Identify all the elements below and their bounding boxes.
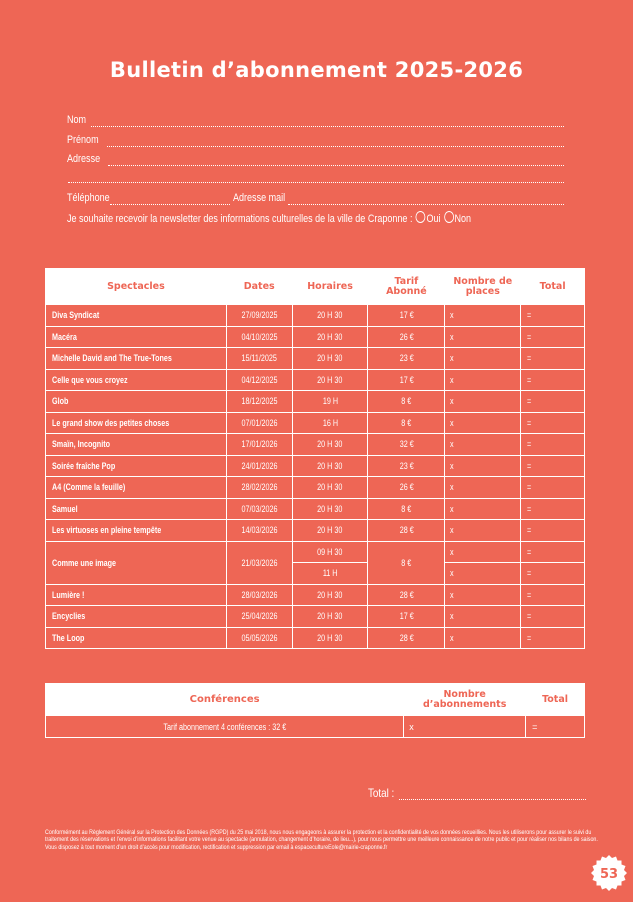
show-row [46,348,585,370]
show-places-input[interactable]: x [445,348,521,370]
show-row [46,455,585,477]
shows-table [45,268,585,649]
show-name: Diva Syndicat [46,305,227,327]
show-places-input[interactable]: x [445,455,521,477]
adresse-field-2[interactable] [67,173,564,183]
show-date: 21/03/2026 [226,541,292,584]
show-places-input[interactable]: x [445,391,521,413]
show-date: 27/09/2025 [226,305,292,327]
show-total-input[interactable]: = [521,563,585,585]
show-row [46,520,585,542]
show-price: 28 € [368,627,445,649]
show-row [46,477,585,499]
show-time: 20 H 30 [292,326,368,348]
legal-notice [45,829,605,851]
oui-label: Oui [426,213,441,225]
email-line[interactable] [288,195,564,205]
show-places-input[interactable]: x [445,520,521,542]
show-name: Glob [46,391,227,413]
show-name: Lumière ! [46,584,227,606]
show-total-input[interactable]: = [521,541,585,563]
show-total-input[interactable]: = [521,520,585,542]
show-date: 28/03/2026 [226,584,292,606]
show-row [46,498,585,520]
show-price: 17 € [368,369,445,391]
show-places-input[interactable]: x [445,305,521,327]
show-date: 18/12/2025 [226,391,292,413]
show-total-input[interactable]: = [521,477,585,499]
show-date: 04/10/2025 [226,326,292,348]
adresse-field[interactable] [67,153,564,166]
show-places-input[interactable]: x [445,563,521,585]
show-time: 20 H 30 [292,606,368,628]
show-price: 17 € [368,606,445,628]
show-time: 20 H 30 [292,627,368,649]
header-conferences: Conférences [46,684,404,716]
show-total-input[interactable]: = [521,326,585,348]
show-places-input[interactable]: x [445,477,521,499]
show-price: 26 € [368,477,445,499]
nom-line[interactable] [91,117,564,127]
show-row [46,369,585,391]
show-total-input[interactable]: = [521,412,585,434]
show-row [46,541,585,563]
newsletter-text [67,211,471,226]
show-name: A4 (Comme la feuille) [46,477,227,499]
show-name: Comme une image [46,541,227,584]
show-date: 07/01/2026 [226,412,292,434]
show-price: 8 € [368,412,445,434]
header-conf-total: Total [526,684,585,716]
nom-field[interactable] [67,114,564,127]
show-price: 32 € [368,434,445,456]
adresse-line-2[interactable] [68,173,564,183]
show-name: Le grand show des petites choses [46,412,227,434]
header-spectacles: Spectacles [46,269,227,305]
prenom-field[interactable] [67,134,564,147]
conferences-quantity[interactable]: x [404,716,526,738]
adresse-line[interactable] [108,156,564,166]
show-time: 20 H 30 [292,477,368,499]
newsletter-question: Je souhaite recevoir la newsletter des informations culturelles de la ville de Craponne : [67,213,413,225]
show-row [46,326,585,348]
show-time: 20 H 30 [292,434,368,456]
show-price: 28 € [368,584,445,606]
show-price: 26 € [368,326,445,348]
show-price: 8 € [368,541,445,584]
show-name: Michelle David and The True-Tones [46,348,227,370]
page-number-badge [590,854,628,892]
show-price: 23 € [368,455,445,477]
show-time: 20 H 30 [292,348,368,370]
total-label: Total : [368,786,395,800]
show-row [46,412,585,434]
conferences-tarif: Tarif abonnement 4 conférences : 32 € [46,716,404,738]
oui-radio[interactable] [416,211,426,223]
show-date: 07/03/2026 [226,498,292,520]
nom-label: Nom [67,114,87,126]
show-places-input[interactable]: x [445,412,521,434]
show-name: Smaïn, Incognito [46,434,227,456]
show-date: 14/03/2026 [226,520,292,542]
prenom-line[interactable] [107,137,564,147]
show-row [46,434,585,456]
show-places-input[interactable]: x [445,584,521,606]
show-places-input[interactable]: x [445,541,521,563]
show-date: 24/01/2026 [226,455,292,477]
show-price: 28 € [368,520,445,542]
conferences-table [45,683,585,738]
email-label: Adresse mail [233,192,286,204]
show-total-input[interactable]: = [521,584,585,606]
show-name: Celle que vous croyez [46,369,227,391]
show-date: 28/02/2026 [226,477,292,499]
header-tarif: Tarif Abonné [368,269,445,305]
show-total-input[interactable]: = [521,455,585,477]
show-time: 20 H 30 [292,498,368,520]
show-price: 8 € [368,498,445,520]
newsletter-row [67,211,587,226]
show-time: 16 H [292,412,368,434]
show-name: Macéra [46,326,227,348]
show-total-input[interactable]: = [521,606,585,628]
show-row [46,627,585,649]
show-row [46,391,585,413]
legal-text: Conformément au Règlement Général sur la Protection des Données (RGPD) du 25 mai 2018, nous nous engageons à assurer la protection et la confidentialité de vos données recueillies. Nous les utiliserons pour assurer le suivi du traitement des réservations et l’envoi d’informations facilitant votre venue au spectacle (annulation, changement d’horaire, de lieu...), pour nous permettre une meilleure connaissance de notre public et pour réaliser nos bilans de saison. Vous disposez à tout moment d’un droit d’accès pour modification, rectification et suppression par email à espacecultureEole@mairie-craponne.fr [45,829,598,851]
show-row [46,606,585,628]
page-number: 53 [599,867,619,882]
contact-field[interactable] [67,192,564,205]
adresse-label: Adresse [67,153,101,165]
conferences-header-row [46,684,585,716]
show-places-input[interactable]: x [445,606,521,628]
show-time: 20 H 30 [292,369,368,391]
conferences-total[interactable]: = [526,716,585,738]
show-time: 09 H 30 [292,541,368,563]
non-radio[interactable] [444,211,454,223]
show-price: 23 € [368,348,445,370]
telephone-line[interactable] [110,195,230,205]
show-time: 20 H 30 [292,584,368,606]
show-price: 8 € [368,391,445,413]
show-time: 11 H [292,563,368,585]
show-total-input[interactable]: = [521,391,585,413]
show-places-input[interactable]: x [445,326,521,348]
show-total-input[interactable]: = [521,434,585,456]
header-places: Nombre de places [445,269,521,305]
show-name: Soirée fraîche Pop [46,455,227,477]
shows-body [46,305,585,649]
show-places-input[interactable]: x [445,627,521,649]
show-name: Encyclies [46,606,227,628]
show-row [46,584,585,606]
show-row [46,305,585,327]
show-time: 19 H [292,391,368,413]
total-line[interactable] [399,790,586,800]
header-dates: Dates [226,269,292,305]
show-name: Samuel [46,498,227,520]
show-places-input[interactable]: x [445,498,521,520]
show-date: 15/11/2025 [226,348,292,370]
show-time: 20 H 30 [292,455,368,477]
show-name: Les virtuoses en pleine tempête [46,520,227,542]
show-time: 20 H 30 [292,520,368,542]
page-title: Bulletin d’abonnement 2025-2026 [109,58,524,82]
show-total-input[interactable]: = [521,627,585,649]
show-date: 17/01/2026 [226,434,292,456]
show-places-input[interactable]: x [445,434,521,456]
show-name: The Loop [46,627,227,649]
show-total-input[interactable]: = [521,348,585,370]
show-time: 20 H 30 [292,305,368,327]
show-date: 25/04/2026 [226,606,292,628]
show-places-input[interactable]: x [445,369,521,391]
header-abonnements: Nombre d’abonnements [404,684,526,716]
grand-total-field[interactable] [368,786,586,800]
prenom-label: Prénom [67,134,99,146]
non-label: Non [454,213,472,225]
show-date: 05/05/2026 [226,627,292,649]
show-total-input[interactable]: = [521,305,585,327]
shows-header-row [46,269,585,305]
show-price: 17 € [368,305,445,327]
header-horaires: Horaires [292,269,368,305]
show-date: 04/12/2025 [226,369,292,391]
show-total-input[interactable]: = [521,498,585,520]
conferences-row [46,716,585,738]
show-total-input[interactable]: = [521,369,585,391]
telephone-label: Téléphone [67,192,110,204]
header-total: Total [521,269,585,305]
